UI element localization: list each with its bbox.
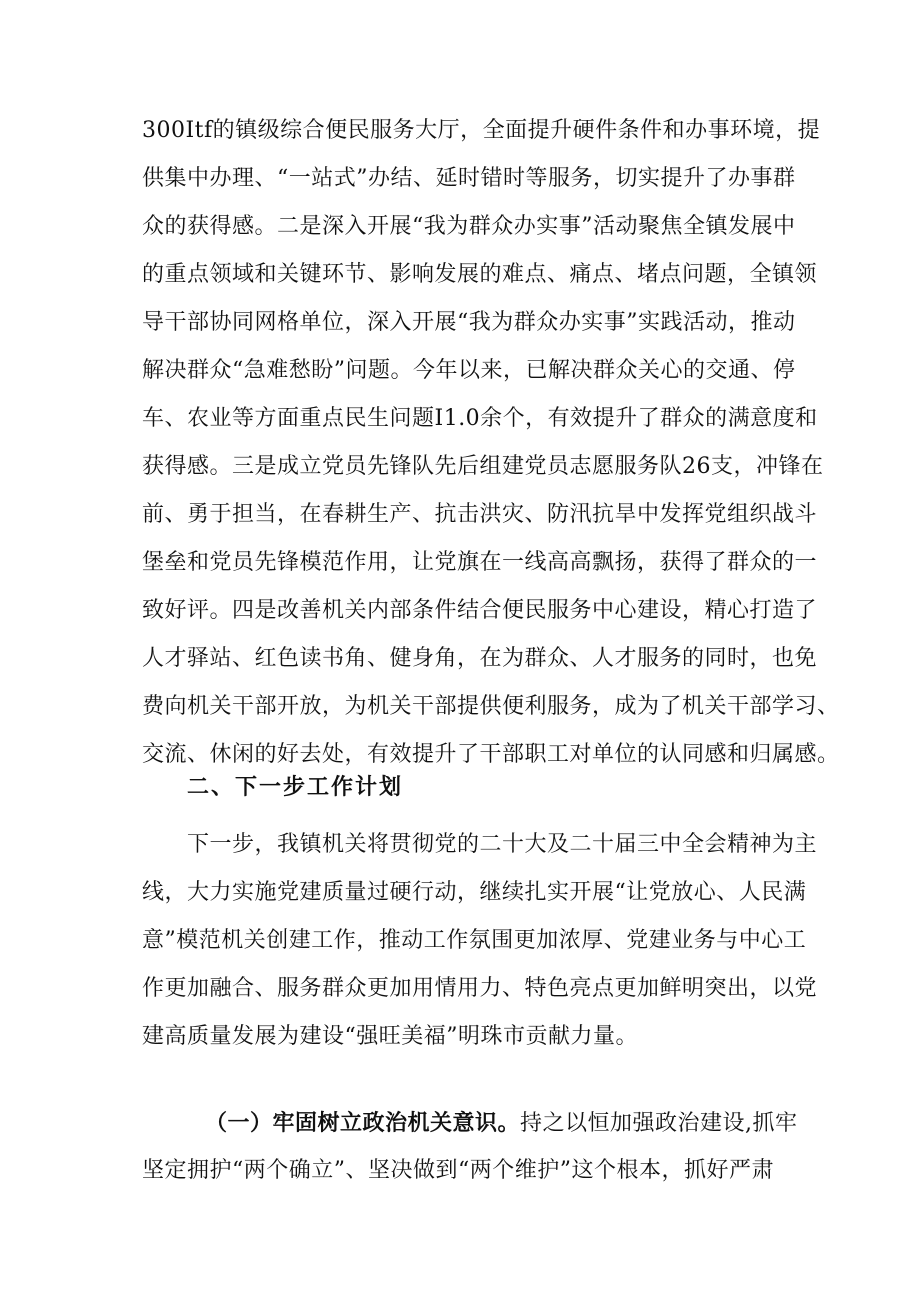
text-line: 人才驿站、红色读书角、健身角，在为群众、人才服务的同时，也免 — [142, 646, 818, 671]
text-line: 建高质量发展为建设“强旺美福”明珠市贡献力量。 — [142, 1024, 638, 1049]
text-line: 交流、休闲的好去处，有效提升了干部职工对单位的认同感和归属感。 — [142, 742, 840, 767]
text-line: 致好评。四是改善机关内部条件结合便民服务中心建设，精心打造了 — [142, 598, 818, 623]
text-line: 线，大力实施党建质量过硬行动，继续扎实开展“让党放心、人民满 — [142, 880, 807, 905]
text-line: 众的获得感。二是深入开展“我为群众办实事”活动聚焦全镇发展中 — [142, 214, 796, 239]
text-line: 意”模范机关创建工作，推动工作氛围更加浓厚、党建业务与中心工 — [142, 928, 807, 953]
text-run: 持之以恒加强政治建设,抓牢 — [520, 1111, 798, 1136]
text-line: 作更加融合、服务群众更加用情用力、特色亮点更加鲜明突出，以党 — [142, 976, 818, 1001]
section-heading: 二、下一步工作计划 — [187, 774, 404, 800]
text-line: 导干部协同网格单位，深入开展“我为群众办实事”实践活动，推动 — [142, 310, 796, 335]
text-line: 车、农业等方面重点民生问题I1.0余个，有效提升了群众的满意度和 — [142, 406, 818, 431]
text-line: 堡垒和党员先锋模范作用，让党旗在一线高高飘扬，获得了群众的一 — [142, 550, 818, 575]
text-line: 前、勇于担当，在春耕生产、抗击洪灾、防汛抗旱中发挥党组织战斗 — [142, 502, 818, 527]
text-line: 300Itf的镇级综合便民服务大厅，全面提升硬件条件和办事环境，提 — [142, 118, 821, 143]
subsection-heading: （一）牢固树立政治机关意识。 — [205, 1110, 521, 1136]
text-line: 坚定拥护“两个确立”、坚决做到“两个维护”这个根本，抓好严肃 — [142, 1158, 774, 1183]
text-line: 费向机关干部开放，为机关干部提供便利服务，成为了机关干部学习、 — [142, 694, 840, 719]
text-line: 获得感。三是成立党员先锋队先后组建党员志愿服务队26支，冲锋在 — [142, 454, 824, 479]
text-line: 的重点领域和关键环节、影响发展的难点、痛点、堵点问题，全镇领 — [142, 262, 818, 287]
text-line: 供集中办理、“一站式”办结、延时错时等服务，切实提升了办事群 — [142, 166, 796, 191]
text-line — [205, 1108, 798, 1139]
text-line: 下一步，我镇机关将贯彻党的二十大及二十届三中全会精神为主 — [187, 832, 818, 857]
text-line: 解决群众“急难愁盼”问题。今年以来，已解决群众关心的交通、停 — [142, 358, 796, 383]
